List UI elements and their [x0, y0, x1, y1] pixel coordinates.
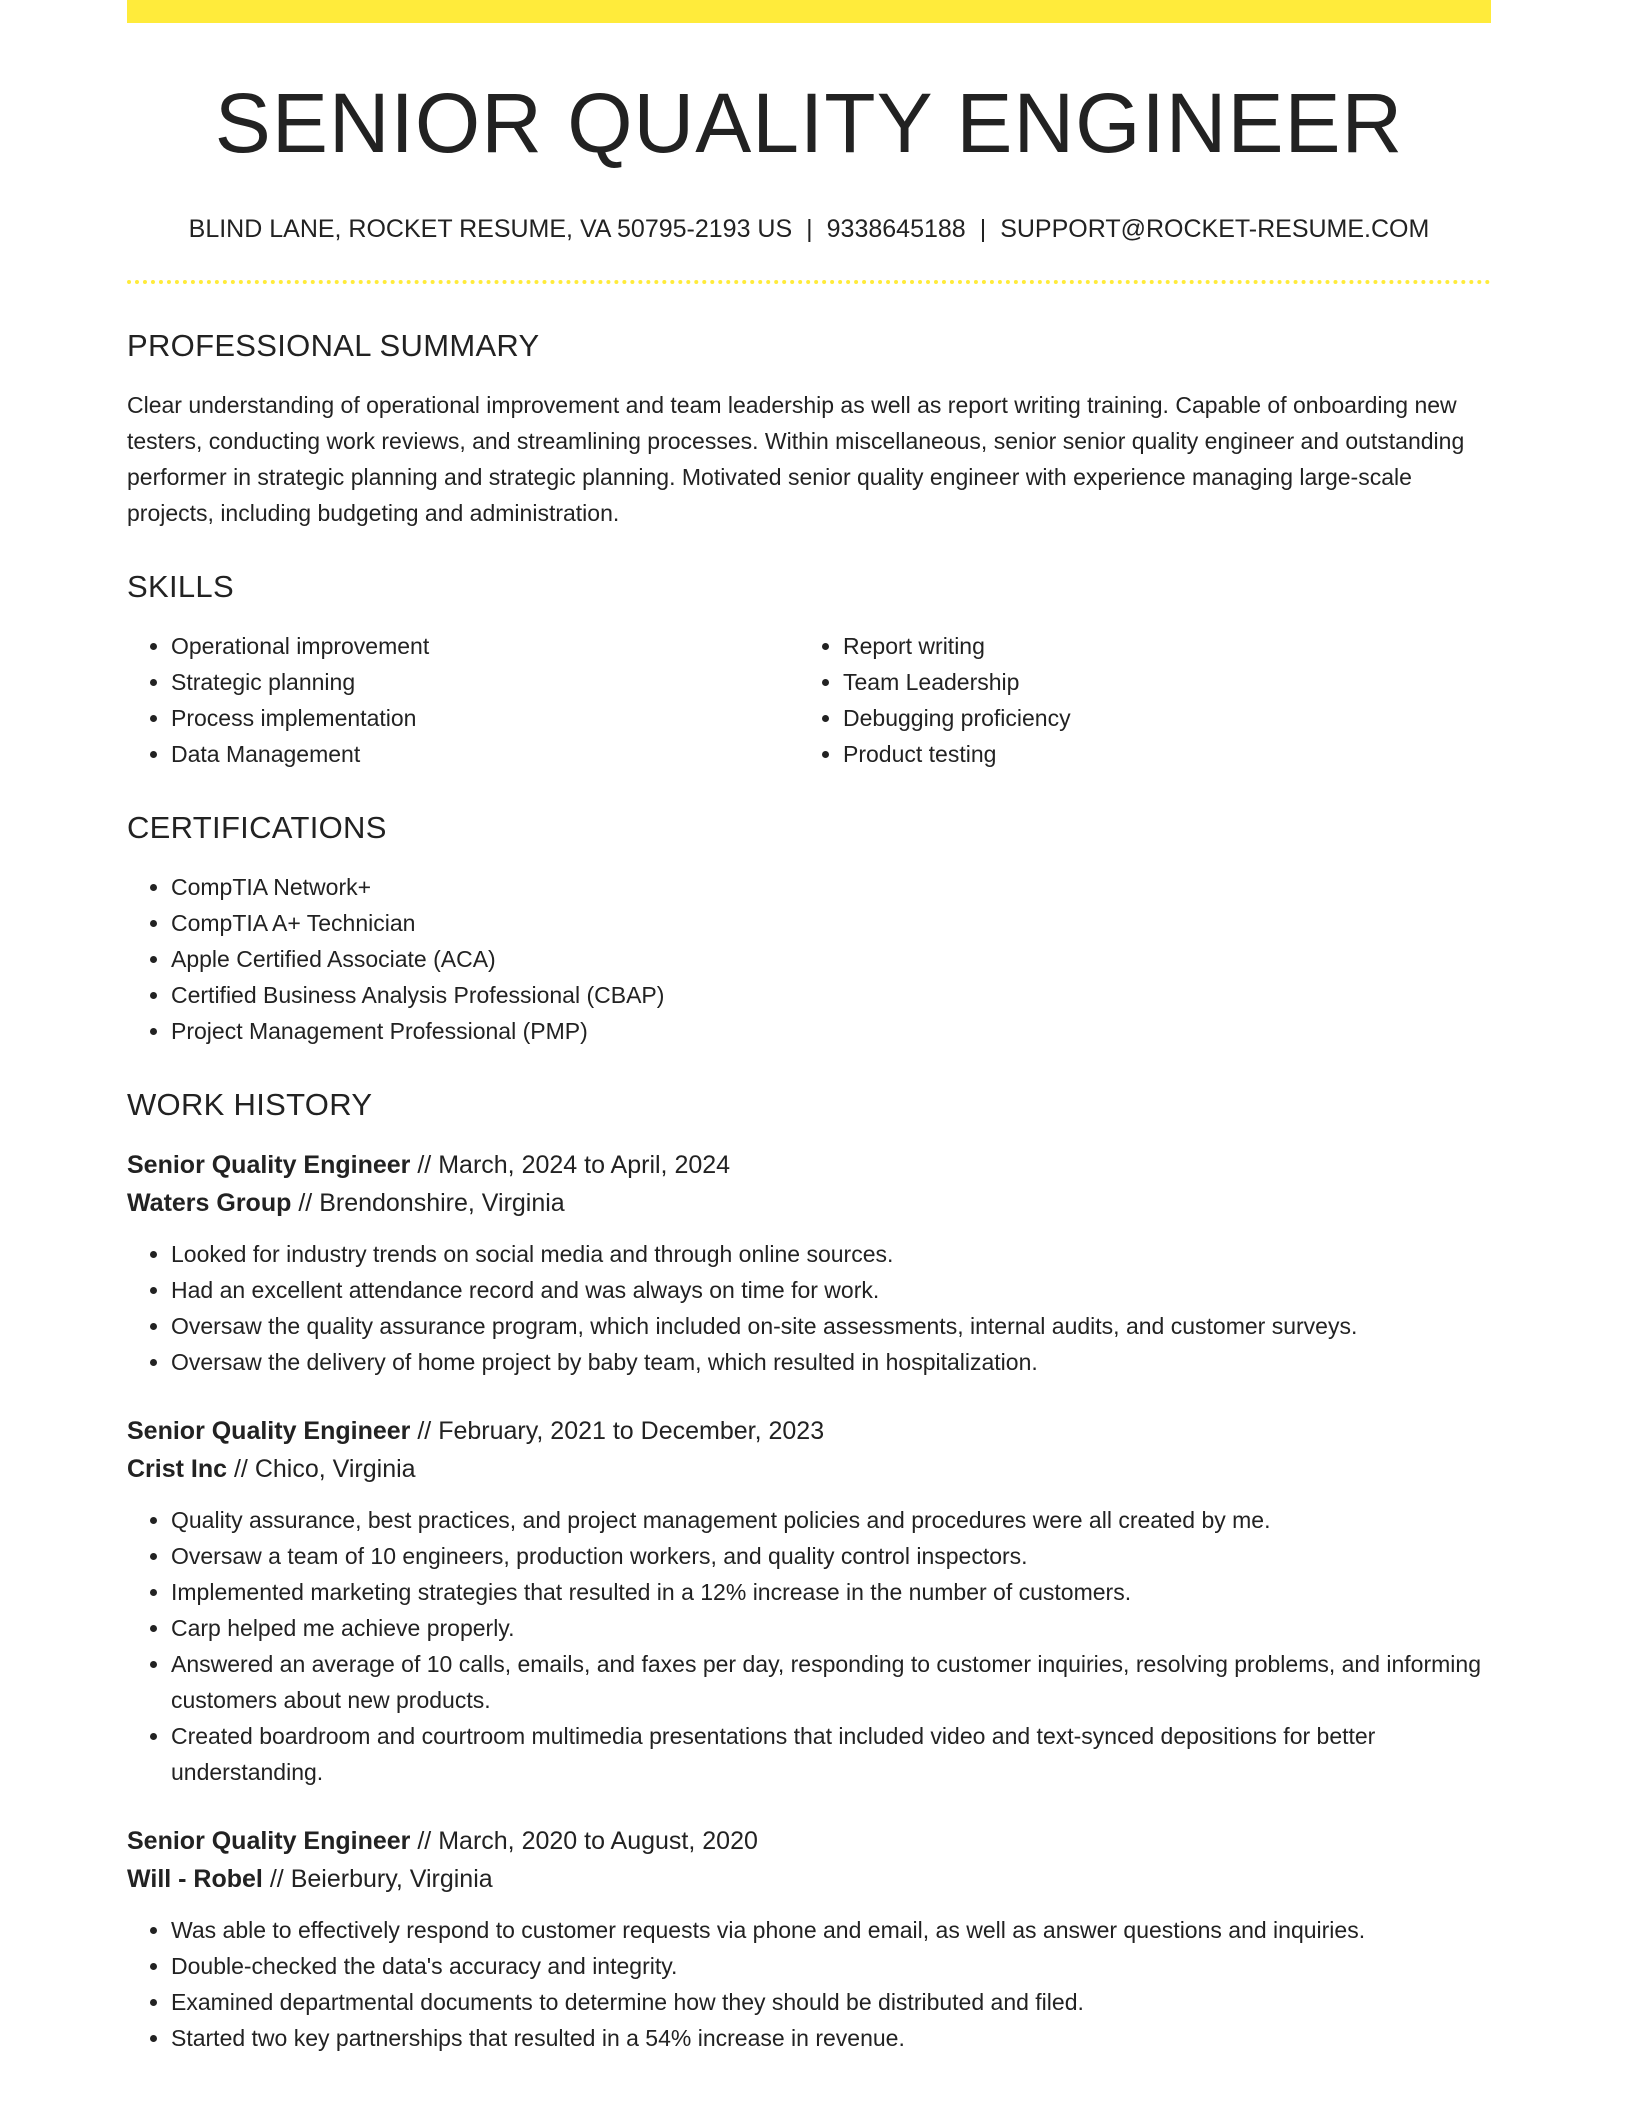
contact-line	[127, 217, 1491, 242]
skill-item: • Team Leadership	[843, 664, 1471, 700]
job-separator: //	[233, 1455, 248, 1483]
job-company: Waters Group	[127, 1189, 292, 1217]
job-location: Beierbury, Virginia	[290, 1865, 493, 1893]
job-bullet: • Examined departmental documents to determine how they should be distributed and filed.	[171, 1984, 1491, 2020]
job-bullets	[127, 1912, 1491, 2056]
job-entry	[127, 1822, 1491, 2056]
certification-item: • CompTIA Network+	[171, 869, 1491, 905]
job-separator: //	[269, 1865, 284, 1893]
skill-item: • Data Management	[171, 736, 799, 772]
job-bullet: • Implemented marketing strategies that resulted in a 12% increase in the number of customers.	[171, 1574, 1491, 1610]
certification-item: • Apple Certified Associate (ACA)	[171, 941, 1491, 977]
job-company: Crist Inc	[127, 1455, 228, 1483]
skills-list-left	[127, 628, 799, 772]
job-role: Senior Quality Engineer	[127, 1417, 411, 1445]
job-separator: //	[417, 1151, 432, 1179]
job-role: Senior Quality Engineer	[127, 1151, 411, 1179]
contact-address: BLIND LANE, ROCKET RESUME, VA 50795-2193 US	[188, 215, 793, 243]
work-history-heading: WORK HISTORY	[127, 1087, 373, 1122]
job-separator: //	[298, 1189, 313, 1217]
job-company-line	[127, 1450, 1491, 1488]
job-bullet: • Created boardroom and courtroom multimedia presentations that included video and text-synced depositions for better understanding.	[171, 1718, 1491, 1790]
job-dates: March, 2024 to April, 2024	[438, 1151, 731, 1179]
skill-item: • Debugging proficiency	[843, 700, 1471, 736]
job-location: Brendonshire, Virginia	[319, 1189, 565, 1217]
skills-list-right	[799, 628, 1471, 772]
summary-heading: PROFESSIONAL SUMMARY	[127, 328, 540, 363]
skill-item: • Product testing	[843, 736, 1471, 772]
resume-page	[127, 0, 1491, 2056]
job-bullets	[127, 1502, 1491, 1790]
contact-separator: |	[979, 215, 987, 243]
job-role: Senior Quality Engineer	[127, 1827, 411, 1855]
page-title: SENIOR QUALITY ENGINEER	[214, 76, 1404, 170]
dotted-divider	[127, 280, 1491, 284]
job-bullet: • Started two key partnerships that resulted in a 54% increase in revenue.	[171, 2020, 1491, 2056]
job-bullet: • Oversaw the quality assurance program, which included on-site assessments, internal audits, and customer surveys.	[171, 1308, 1491, 1344]
job-bullet: • Was able to effectively respond to customer requests via phone and email, as well as answer questions and inquiries.	[171, 1912, 1491, 1948]
job-separator: //	[417, 1417, 432, 1445]
job-entry	[127, 1412, 1491, 1790]
job-role-line	[127, 1412, 1491, 1450]
skill-item: • Strategic planning	[171, 664, 799, 700]
certifications-list	[127, 869, 1491, 1049]
job-separator: //	[417, 1827, 432, 1855]
job-bullet: • Double-checked the data's accuracy and integrity.	[171, 1948, 1491, 1984]
top-accent-bar	[127, 0, 1491, 23]
job-company-line	[127, 1184, 1491, 1222]
contact-separator: |	[806, 215, 813, 243]
certification-item: • Certified Business Analysis Professional (CBAP)	[171, 977, 1491, 1013]
job-dates: March, 2020 to August, 2020	[438, 1827, 758, 1855]
job-role-line	[127, 1146, 1491, 1184]
skills-heading: SKILLS	[127, 569, 234, 604]
skill-item: • Operational improvement	[171, 628, 799, 664]
job-bullet: • Looked for industry trends on social media and through online sources.	[171, 1236, 1491, 1272]
certification-item: • CompTIA A+ Technician	[171, 905, 1491, 941]
job-role-line	[127, 1822, 1491, 1860]
job-bullet: • Quality assurance, best practices, and project management policies and procedures were all created by me.	[171, 1502, 1491, 1538]
job-company-line	[127, 1860, 1491, 1898]
contact-phone: 9338645188	[826, 215, 966, 243]
job-location: Chico, Virginia	[254, 1455, 416, 1483]
job-bullet: • Answered an average of 10 calls, emails, and faxes per day, responding to customer inquiries, resolving problems, and informing customers about new products.	[171, 1646, 1491, 1718]
job-dates: February, 2021 to December, 2023	[438, 1417, 825, 1445]
job-bullets	[127, 1236, 1491, 1380]
summary-text: Clear understanding of operational improvement and team leadership as well as report writing training. Capable of onboarding new testers, conducting work reviews, and streamlining processes. Within miscellaneous, senior senior quality engineer and outstanding performer in strategic planning and strategic planning. Motivated senior quality engineer with experience managing large-scale projects, including budgeting and administration.	[127, 392, 1465, 526]
certification-item: • Project Management Professional (PMP)	[171, 1013, 1491, 1049]
contact-email: SUPPORT@ROCKET-RESUME.COM	[1000, 215, 1430, 243]
job-bullet: • Carp helped me achieve properly.	[171, 1610, 1491, 1646]
job-bullet: • Oversaw the delivery of home project by baby team, which resulted in hospitalization.	[171, 1344, 1491, 1380]
skill-item: • Report writing	[843, 628, 1471, 664]
job-bullet: • Had an excellent attendance record and was always on time for work.	[171, 1272, 1491, 1308]
skill-item: • Process implementation	[171, 700, 799, 736]
job-company: Will - Robel	[127, 1865, 263, 1893]
skills-grid	[127, 628, 1491, 772]
job-entry	[127, 1146, 1491, 1380]
job-bullet: • Oversaw a team of 10 engineers, production workers, and quality control inspectors.	[171, 1538, 1491, 1574]
certifications-heading: CERTIFICATIONS	[127, 810, 387, 845]
